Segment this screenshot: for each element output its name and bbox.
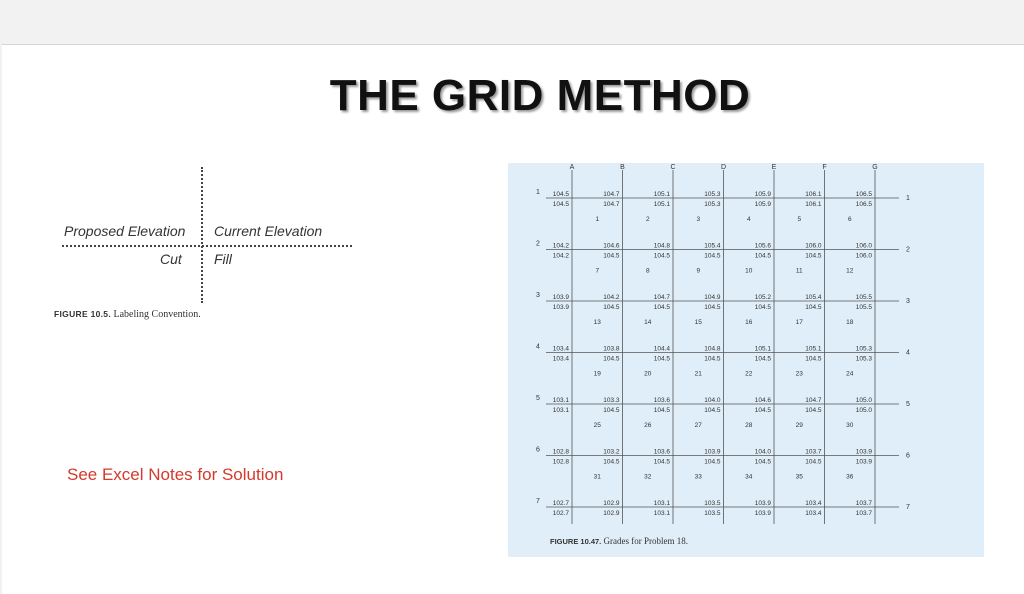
cell-number: 34 xyxy=(745,473,753,481)
cell-number: 35 xyxy=(795,473,803,481)
cell-number: 31 xyxy=(593,473,601,481)
column-label-top: B xyxy=(620,164,625,171)
proposed-elevation: 105.4 xyxy=(805,294,822,301)
proposed-elevation: 102.9 xyxy=(603,500,620,507)
proposed-elevation: 105.1 xyxy=(754,345,771,353)
current-elevation: 104.5 xyxy=(653,407,670,414)
current-elevation: 104.2 xyxy=(552,252,569,260)
labeling-convention-diagram xyxy=(52,165,362,325)
cell-number: 24 xyxy=(846,370,854,378)
current-elevation: 106.0 xyxy=(855,252,872,260)
current-elevation: 104.5 xyxy=(704,304,721,311)
proposed-elevation: 104.7 xyxy=(805,397,822,404)
current-elevation: 103.9 xyxy=(552,304,569,311)
row-label-right: 3 xyxy=(906,298,910,305)
proposed-elevation: 104.9 xyxy=(704,294,721,301)
row-label-left: 3 xyxy=(536,292,540,299)
cell-number: 29 xyxy=(795,422,803,429)
row-label-left: 6 xyxy=(536,446,540,454)
current-elevation: 105.3 xyxy=(855,355,872,363)
current-elevation: 104.5 xyxy=(603,252,620,260)
proposed-elevation: 105.4 xyxy=(704,242,721,250)
proposed-elevation: 104.4 xyxy=(653,345,670,353)
grid-caption-label: FIGURE 10.47. xyxy=(550,537,602,546)
cell-number: 10 xyxy=(745,267,753,275)
proposed-elevation: 106.5 xyxy=(855,191,872,198)
row-label-right: 1 xyxy=(906,195,910,202)
proposed-elevation: 103.9 xyxy=(552,294,569,301)
proposed-elevation: 105.2 xyxy=(754,294,771,301)
proposed-elevation: 102.8 xyxy=(552,448,569,456)
proposed-elevation: 105.6 xyxy=(754,242,771,250)
current-elevation: 104.5 xyxy=(653,355,670,363)
proposed-elevation: 105.0 xyxy=(855,397,872,404)
slide xyxy=(2,44,1024,594)
cell-number: 7 xyxy=(595,267,600,275)
cell-number: 6 xyxy=(847,216,852,223)
proposed-elevation: 103.9 xyxy=(704,448,721,456)
cell-number: 21 xyxy=(694,370,702,378)
proposed-elevation: 104.7 xyxy=(653,294,670,301)
grid-caption-text: Grades for Problem 18. xyxy=(603,536,689,546)
cell-number: 23 xyxy=(795,370,803,378)
current-elevation: 104.5 xyxy=(603,355,620,363)
column-label-top: D xyxy=(720,164,727,171)
cell-number: 22 xyxy=(745,370,753,378)
cell-number: 32 xyxy=(644,473,652,481)
proposed-elevation: 104.0 xyxy=(704,397,721,404)
proposed-elevation: 104.0 xyxy=(754,448,771,456)
current-elevation: 105.5 xyxy=(855,304,872,311)
cell-number: 28 xyxy=(745,422,753,429)
proposed-elevation: 103.7 xyxy=(855,500,872,507)
current-elevation: 102.8 xyxy=(552,458,569,466)
current-elevation: 103.5 xyxy=(704,510,721,517)
proposed-elevation: 103.2 xyxy=(603,448,620,456)
current-elevation: 105.9 xyxy=(754,201,771,208)
row-label-right: 6 xyxy=(906,452,910,460)
current-elevation: 106.1 xyxy=(805,201,822,208)
current-elevation: 104.5 xyxy=(653,458,670,466)
row-label-right: 5 xyxy=(906,401,910,408)
column-label-top: E xyxy=(771,164,777,171)
current-elevation: 103.1 xyxy=(653,510,670,517)
slide-title: THE GRID METHOD xyxy=(329,71,751,120)
cut-label: Cut xyxy=(160,251,182,267)
proposed-elevation: 104.6 xyxy=(754,397,771,404)
proposed-elevation: 104.8 xyxy=(653,242,670,250)
current-elevation: 104.5 xyxy=(704,407,721,414)
cell-number: 18 xyxy=(846,319,854,326)
proposed-elevation: 105.1 xyxy=(653,191,670,198)
proposed-elevation: 105.5 xyxy=(855,294,872,301)
cell-number: 3 xyxy=(696,216,701,223)
cell-number: 5 xyxy=(797,216,802,223)
proposed-elevation-label: Proposed Elevation xyxy=(64,223,186,239)
column-label-top: G xyxy=(872,164,878,171)
current-elevation: 103.9 xyxy=(754,510,771,517)
column-label-top: A xyxy=(569,164,575,171)
proposed-elevation: 103.8 xyxy=(603,345,620,353)
proposed-elevation: 103.1 xyxy=(552,397,569,404)
cell-number: 27 xyxy=(694,422,702,429)
current-elevation: 104.7 xyxy=(603,201,620,208)
current-elevation: 103.9 xyxy=(855,458,872,466)
proposed-elevation: 103.7 xyxy=(805,448,822,456)
current-elevation: 102.9 xyxy=(603,510,620,517)
current-elevation: 104.5 xyxy=(754,252,771,260)
current-elevation: 104.5 xyxy=(754,458,771,466)
proposed-elevation: 104.7 xyxy=(603,191,620,198)
cell-number: 25 xyxy=(593,422,601,429)
grid-figure xyxy=(508,163,984,557)
current-elevation: 104.5 xyxy=(552,201,569,208)
current-elevation: 103.4 xyxy=(552,355,569,363)
current-elevation: 105.0 xyxy=(855,407,872,414)
current-elevation: 104.5 xyxy=(603,407,620,414)
current-elevation: 104.5 xyxy=(805,304,822,311)
proposed-elevation: 103.5 xyxy=(704,500,721,507)
cell-number: 36 xyxy=(846,473,854,481)
current-elevation: 106.5 xyxy=(855,201,872,208)
row-label-right: 2 xyxy=(906,246,910,254)
fill-label: Fill xyxy=(214,251,232,267)
current-elevation: 104.5 xyxy=(704,458,721,466)
row-label-left: 2 xyxy=(536,240,540,248)
row-label-left: 1 xyxy=(536,189,540,196)
current-elevation: 104.5 xyxy=(754,304,771,311)
proposed-elevation: 102.7 xyxy=(552,500,569,507)
current-elevation: 104.5 xyxy=(805,407,822,414)
proposed-elevation: 106.0 xyxy=(805,242,822,250)
cell-number: 14 xyxy=(644,319,652,326)
current-elevation: 104.5 xyxy=(603,458,620,466)
current-elevation: 105.1 xyxy=(653,201,670,208)
column-label-top: F xyxy=(822,164,827,171)
row-label-left: 5 xyxy=(536,395,540,402)
current-elevation: 103.4 xyxy=(805,510,822,517)
current-elevation: 104.5 xyxy=(704,355,721,363)
proposed-elevation: 104.6 xyxy=(603,242,620,250)
grid-caption xyxy=(550,536,688,546)
proposed-elevation: 103.9 xyxy=(754,500,771,507)
proposed-elevation: 105.9 xyxy=(754,191,771,198)
cell-number: 1 xyxy=(595,216,600,223)
proposed-elevation: 103.9 xyxy=(855,448,872,456)
convention-caption xyxy=(54,309,201,320)
proposed-elevation: 103.6 xyxy=(653,397,670,404)
proposed-elevation: 103.4 xyxy=(805,500,822,507)
current-elevation: 104.5 xyxy=(704,252,721,260)
current-elevation: 104.5 xyxy=(653,252,670,260)
cell-number: 12 xyxy=(846,267,854,275)
cell-number: 20 xyxy=(644,370,652,378)
convention-vertical-divider xyxy=(201,167,203,303)
cell-number: 19 xyxy=(593,370,601,378)
cell-number: 30 xyxy=(846,422,854,429)
proposed-elevation: 105.1 xyxy=(805,345,822,353)
current-elevation: 103.7 xyxy=(855,510,872,517)
cell-number: 2 xyxy=(645,216,650,223)
row-label-left: 4 xyxy=(536,343,540,351)
cell-number: 15 xyxy=(694,319,702,326)
row-label-left: 7 xyxy=(536,498,540,505)
current-elevation: 104.5 xyxy=(805,252,822,260)
proposed-elevation: 103.3 xyxy=(603,397,620,404)
convention-caption-label: FIGURE 10.5. xyxy=(54,309,111,319)
proposed-elevation: 106.1 xyxy=(805,191,822,198)
current-elevation: 104.5 xyxy=(603,304,620,311)
proposed-elevation: 106.0 xyxy=(855,242,872,250)
current-elevation: 103.1 xyxy=(552,407,569,414)
proposed-elevation: 105.3 xyxy=(704,191,721,198)
cell-number: 11 xyxy=(795,267,803,275)
cell-number: 13 xyxy=(593,319,601,326)
proposed-elevation: 105.3 xyxy=(855,345,872,353)
column-label-top: C xyxy=(670,164,676,171)
proposed-elevation: 104.5 xyxy=(552,191,569,198)
convention-caption-text: Labeling Convention. xyxy=(113,309,201,320)
cell-number: 26 xyxy=(644,422,652,429)
current-elevation: 104.5 xyxy=(754,407,771,414)
proposed-elevation: 103.6 xyxy=(653,448,670,456)
current-elevation: 102.7 xyxy=(552,510,569,517)
excel-notes-text: See Excel Notes for Solution xyxy=(67,465,284,484)
cell-number: 4 xyxy=(746,216,751,223)
proposed-elevation: 104.2 xyxy=(552,242,569,250)
proposed-elevation: 103.1 xyxy=(653,500,670,507)
cell-number: 33 xyxy=(694,473,702,481)
current-elevation: 104.5 xyxy=(805,355,822,363)
cell-number: 17 xyxy=(795,319,803,326)
convention-horizontal-divider xyxy=(62,245,352,247)
proposed-elevation: 103.4 xyxy=(552,345,569,353)
proposed-elevation: 104.2 xyxy=(603,294,620,301)
cell-number: 16 xyxy=(745,319,753,326)
current-elevation: 104.5 xyxy=(754,355,771,363)
row-label-right: 7 xyxy=(906,504,910,511)
grid-plan xyxy=(508,163,984,533)
current-elevation: 104.5 xyxy=(805,458,822,466)
current-elevation: 105.3 xyxy=(704,201,721,208)
cell-number: 8 xyxy=(645,267,650,275)
current-elevation-label: Current Elevation xyxy=(214,223,323,239)
proposed-elevation: 104.8 xyxy=(704,345,721,353)
cell-number: 9 xyxy=(696,267,701,275)
current-elevation: 104.5 xyxy=(653,304,670,311)
row-label-right: 4 xyxy=(906,349,910,357)
